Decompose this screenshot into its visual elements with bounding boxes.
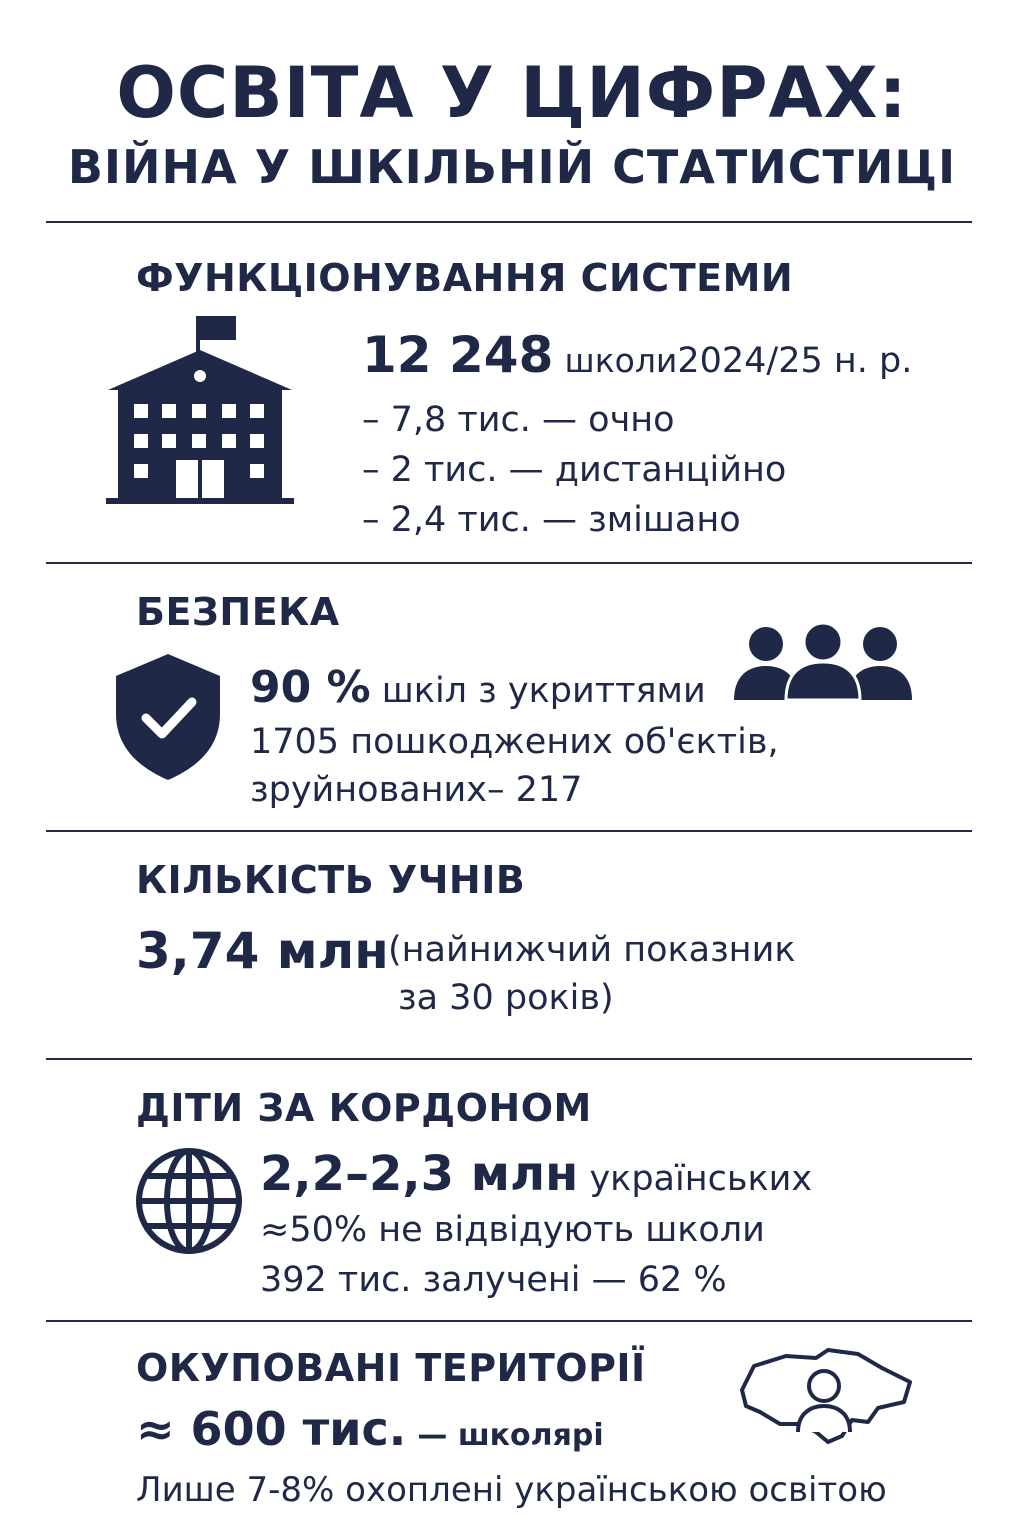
globe-icon: [134, 1146, 244, 1256]
schools-count: 12 248: [362, 326, 554, 384]
section-heading: БЕЗПЕКА: [136, 590, 340, 634]
occupied-label: — школярі: [417, 1418, 604, 1453]
abroad-stat: [260, 1146, 812, 1202]
section-heading: ОКУПОВАНІ ТЕРИТОРІЇ: [136, 1346, 646, 1390]
mode-remote: – 2 тис. — дистанційно: [362, 450, 787, 490]
abroad-count: 2,2–2,3 млн: [260, 1146, 579, 1202]
ukraine-map-person-icon: [732, 1342, 916, 1446]
shelters-percent: 90 %: [250, 662, 371, 713]
abroad-not-attending: ≈50% не відвідують школи: [260, 1210, 765, 1250]
section-heading: ФУНКЦІОНУВАННЯ СИСТЕМИ: [136, 256, 794, 300]
divider: [46, 830, 972, 832]
divider: [46, 1320, 972, 1322]
divider: [46, 1058, 972, 1060]
page-title: ОСВІТА У ЦИФРАХ:: [116, 52, 908, 134]
people-group-icon: [732, 622, 914, 702]
school-building-icon: [104, 314, 296, 504]
shelters-label: шкіл з укриттями: [381, 671, 706, 711]
mode-in-person: – 7,8 тис. — очно: [362, 400, 675, 440]
students-note-line2: за 30 років): [398, 978, 614, 1018]
destroyed-objects: зруйнованих– 217: [250, 770, 583, 810]
divider: [46, 221, 972, 223]
section-heading: ДІТИ ЗА КОРДОНОМ: [136, 1086, 592, 1130]
abroad-label: українських: [589, 1159, 813, 1199]
shelters-stat: [250, 662, 706, 713]
page-subtitle: ВІЙНА У ШКІЛЬНІЙ СТАТИСТИЦІ: [67, 140, 957, 194]
divider: [46, 562, 972, 564]
schools-label: школи: [564, 341, 678, 380]
section-heading: КІЛЬКІСТЬ УЧНІВ: [136, 858, 526, 902]
shield-check-icon: [112, 652, 224, 782]
mode-mixed: – 2,4 тис. — змішано: [362, 500, 741, 540]
students-count: 3,74 млн: [136, 922, 389, 980]
occupied-count: ≈ 600 тис.: [136, 1402, 407, 1456]
occupied-stat: [136, 1402, 604, 1456]
occupied-coverage: Лише 7-8% охоплені українською освітою: [136, 1470, 887, 1510]
students-note-line1: (найнижчий показник: [388, 930, 796, 970]
abroad-engaged: 392 тис. залучені — 62 %: [260, 1260, 727, 1300]
school-year: 2024/25 н. р.: [677, 341, 913, 381]
damaged-objects: 1705 пошкоджених об'єктів,: [250, 722, 779, 762]
schools-stat: [362, 326, 912, 384]
